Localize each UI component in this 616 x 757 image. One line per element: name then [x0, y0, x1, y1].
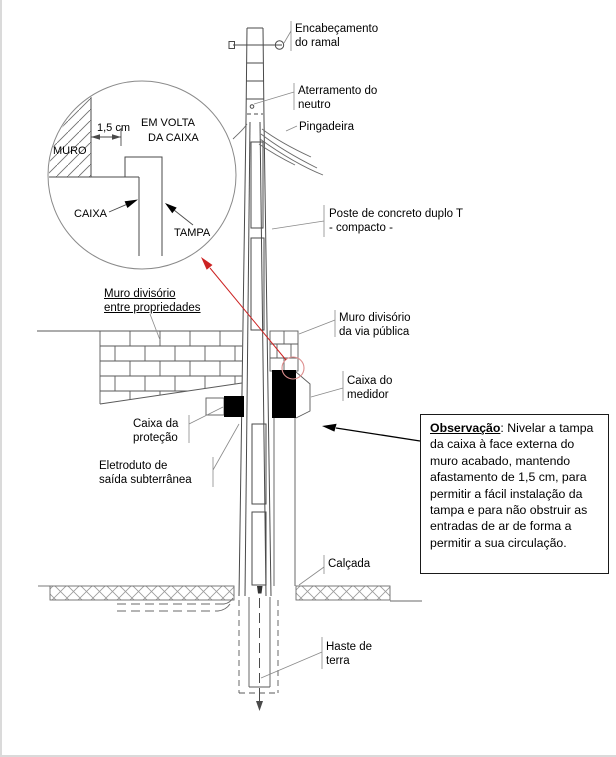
label-encabecamento-ramal: Encabeçamento do ramal — [295, 23, 379, 49]
label-muro-divisorio-via-publica: Muro divisório da via pública — [339, 312, 411, 338]
service-bolt — [229, 41, 284, 49]
ground-rod — [256, 586, 263, 711]
diagram-linework — [2, 0, 616, 757]
label-muro-divisorio-propriedades: Muro divisório entre propriedades — [104, 288, 201, 314]
neutral-ground-dot — [250, 105, 254, 109]
detail-dimension-text: 1,5 cm — [97, 122, 131, 134]
ground-anchor — [257, 586, 263, 594]
detail-muro-text: MURO — [53, 145, 87, 157]
label-eletroduto: Eletroduto de saída subterrânea — [99, 460, 192, 486]
property-wall — [37, 331, 242, 404]
sidewalk — [38, 586, 422, 601]
label-calcada: Calçada — [328, 558, 371, 570]
detail-em-volta-line2: DA CAIXA — [148, 132, 199, 144]
meter-box — [272, 370, 310, 418]
label-caixa-medidor: Caixa do medidor — [347, 375, 393, 401]
protection-box — [206, 396, 244, 417]
caixa-arrow — [109, 200, 138, 213]
label-haste-terra: Haste de terra — [326, 641, 373, 667]
observation-note-box — [420, 414, 609, 574]
observation-title: Observação — [430, 421, 501, 435]
street-wall — [270, 331, 298, 586]
detail-caixa-text: CAIXA — [74, 208, 108, 220]
observation-arrow — [322, 424, 420, 441]
detail-circle — [40, 80, 236, 269]
tampa-arrow — [165, 203, 193, 225]
label-pingadeira: Pingadeira — [299, 121, 354, 133]
observation-body: : Nivelar a tampa da caixa à face externa do muro acabado, mantendo afastamento de 1,5 cm, para permitir a fácil instalação da tampa e para não obstruir as entradas de ar de forma a permitir a sua circulação. — [430, 421, 594, 550]
label-poste-concreto: Poste de concreto duplo T - compacto - — [329, 208, 464, 234]
detail-tampa-text: TAMPA — [174, 227, 211, 239]
concrete-pole — [229, 28, 284, 596]
label-caixa-protecao: Caixa da proteção — [133, 418, 179, 444]
pole-foundation — [239, 597, 278, 693]
label-aterramento-neutro: Aterramento do neutro — [298, 85, 378, 111]
detail-em-volta-line1: EM VOLTA — [141, 117, 195, 129]
